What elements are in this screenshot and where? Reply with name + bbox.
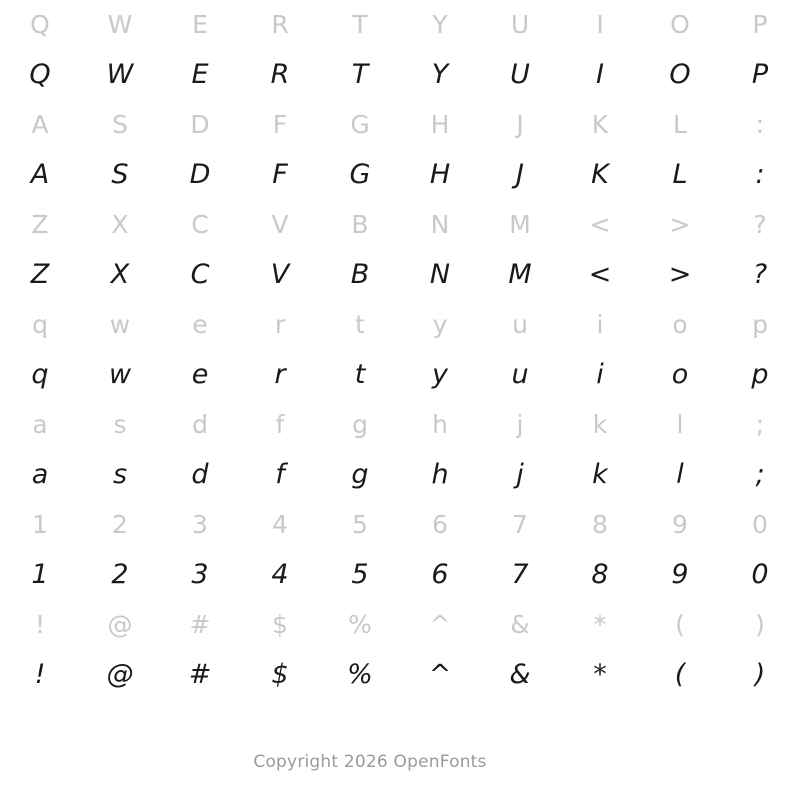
glyph-cell: W <box>106 59 134 90</box>
glyph-cell: 6 <box>431 559 449 590</box>
glyph-cell: J <box>516 159 524 190</box>
glyph-cell: : <box>755 159 765 190</box>
glyph-cell: G <box>349 159 371 190</box>
glyph-cell: u <box>511 359 529 390</box>
glyph-cell: M <box>508 259 532 290</box>
glyph-row <box>0 300 800 350</box>
glyph-cell: y <box>432 310 448 339</box>
glyph-cell: U <box>510 10 530 39</box>
glyph-cell: W <box>107 10 133 39</box>
glyph-cell: I <box>596 59 604 90</box>
glyph-cell: N <box>429 259 451 290</box>
glyph-cell: D <box>189 159 211 190</box>
glyph-cell: o <box>672 310 688 339</box>
glyph-cell: g <box>351 459 369 490</box>
glyph-cell: B <box>350 259 370 290</box>
glyph-cell: A <box>30 159 50 190</box>
glyph-cell: L <box>672 159 688 190</box>
glyph-cell: l <box>676 459 684 490</box>
glyph-cell: ! <box>34 610 46 639</box>
glyph-cell: u <box>512 310 528 339</box>
glyph-cell: o <box>671 359 689 390</box>
glyph-cell: 1 <box>32 510 48 539</box>
glyph-cell: @ <box>106 659 134 690</box>
glyph-cell: % <box>348 610 372 639</box>
glyph-cell: f <box>275 459 285 490</box>
glyph-cell: 6 <box>432 510 448 539</box>
glyph-cell: C <box>190 259 210 290</box>
glyph-cell: 7 <box>512 510 528 539</box>
glyph-row <box>0 50 800 100</box>
glyph-cell: $ <box>271 659 289 690</box>
glyph-cell: ( <box>674 659 686 690</box>
glyph-cell: s <box>113 410 127 439</box>
glyph-cell: * <box>593 610 607 639</box>
glyph-cell: K <box>591 110 609 139</box>
glyph-cell: * <box>593 659 607 690</box>
glyph-cell: r <box>274 310 286 339</box>
glyph-cell: J <box>516 110 524 139</box>
glyph-cell: e <box>191 359 209 390</box>
glyph-cell: P <box>751 59 769 90</box>
glyph-cell: i <box>596 359 604 390</box>
glyph-cell: d <box>192 410 208 439</box>
glyph-cell: j <box>516 410 524 439</box>
glyph-cell: w <box>108 359 132 390</box>
glyph-cell: D <box>190 110 210 139</box>
glyph-cell: S <box>111 159 129 190</box>
glyph-row <box>0 650 800 700</box>
glyph-cell: h <box>431 459 449 490</box>
glyph-cell: C <box>191 210 209 239</box>
glyph-row <box>0 0 800 50</box>
glyph-cell: j <box>516 459 524 490</box>
glyph-cell: X <box>110 259 130 290</box>
glyph-row <box>0 600 800 650</box>
glyph-cell: > <box>669 210 691 239</box>
glyph-cell: < <box>589 210 611 239</box>
glyph-cell: # <box>188 659 212 690</box>
glyph-cell: 5 <box>352 510 368 539</box>
glyph-cell: d <box>191 459 209 490</box>
glyph-row <box>0 200 800 250</box>
glyph-cell: O <box>669 59 691 90</box>
glyph-cell: V <box>270 259 290 290</box>
glyph-cell: 4 <box>271 559 289 590</box>
glyph-cell: : <box>755 110 765 139</box>
glyph-cell: @ <box>107 610 133 639</box>
glyph-row <box>0 400 800 450</box>
glyph-cell: P <box>752 10 768 39</box>
glyph-cell: 7 <box>511 559 529 590</box>
glyph-cell: S <box>112 110 128 139</box>
glyph-cell: Q <box>29 59 51 90</box>
glyph-cell: l <box>676 410 684 439</box>
glyph-cell: t <box>354 359 366 390</box>
glyph-cell: q <box>31 359 49 390</box>
glyph-cell: ; <box>755 459 765 490</box>
glyph-cell: ^ <box>429 610 451 639</box>
glyph-cell: q <box>32 310 48 339</box>
glyph-cell: f <box>275 410 285 439</box>
glyph-cell: w <box>109 310 131 339</box>
glyph-cell: ! <box>34 659 46 690</box>
glyph-cell: 2 <box>112 510 128 539</box>
glyph-cell: 4 <box>272 510 288 539</box>
copyright-text: Copyright 2026 OpenFonts <box>253 752 487 772</box>
glyph-cell: e <box>192 310 208 339</box>
glyph-cell: i <box>596 310 604 339</box>
glyph-cell: # <box>189 610 211 639</box>
glyph-cell: s <box>112 459 128 490</box>
glyph-row <box>0 550 800 600</box>
glyph-cell: M <box>509 210 531 239</box>
glyph-row <box>0 150 800 200</box>
glyph-cell: U <box>510 59 530 90</box>
glyph-row <box>0 450 800 500</box>
glyph-cell: > <box>668 259 692 290</box>
glyph-cell: I <box>596 10 604 39</box>
glyph-cell: & <box>509 659 531 690</box>
glyph-cell: ? <box>752 259 768 290</box>
glyph-cell: F <box>272 110 288 139</box>
glyph-cell: L <box>673 110 687 139</box>
glyph-row <box>0 100 800 150</box>
glyph-cell: T <box>351 59 369 90</box>
glyph-cell: ) <box>754 659 766 690</box>
glyph-cell: Y <box>432 10 448 39</box>
glyph-cell: 8 <box>592 510 608 539</box>
glyph-cell: O <box>670 10 690 39</box>
glyph-cell: & <box>510 610 530 639</box>
glyph-cell: Z <box>31 210 49 239</box>
glyph-cell: K <box>591 159 609 190</box>
glyph-cell: r <box>274 359 286 390</box>
glyph-cell: a <box>31 459 49 490</box>
glyph-cell: 1 <box>31 559 49 590</box>
glyph-row <box>0 500 800 550</box>
glyph-cell: X <box>111 210 129 239</box>
glyph-cell: t <box>355 310 365 339</box>
glyph-cell: a <box>32 410 48 439</box>
glyph-cell: p <box>751 359 769 390</box>
glyph-cell: H <box>429 159 451 190</box>
glyph-cell: 9 <box>671 559 689 590</box>
glyph-row <box>0 350 800 400</box>
glyph-cell: B <box>351 210 369 239</box>
glyph-cell: g <box>352 410 368 439</box>
glyph-cell: E <box>192 10 208 39</box>
glyph-cell: ^ <box>428 659 452 690</box>
glyph-cell: ? <box>753 210 767 239</box>
glyph-cell: 3 <box>191 559 209 590</box>
glyph-cell: ) <box>755 610 765 639</box>
glyph-row <box>0 250 800 300</box>
glyph-cell: 5 <box>351 559 369 590</box>
glyph-cell: Z <box>30 259 50 290</box>
glyph-cell: h <box>432 410 448 439</box>
glyph-cell: y <box>432 359 448 390</box>
glyph-cell: p <box>752 310 768 339</box>
copyright-footer <box>0 752 800 772</box>
glyph-cell: k <box>592 410 608 439</box>
glyph-cell: 0 <box>752 510 768 539</box>
glyph-cell: G <box>350 110 370 139</box>
glyph-cell: E <box>191 59 209 90</box>
glyph-cell: F <box>272 159 288 190</box>
glyph-cell: 9 <box>672 510 688 539</box>
glyph-cell: A <box>31 110 49 139</box>
glyph-cell: % <box>347 659 373 690</box>
glyph-cell: 0 <box>751 559 769 590</box>
glyph-cell: 2 <box>111 559 129 590</box>
glyph-cell: Y <box>431 59 449 90</box>
glyph-cell: ( <box>675 610 685 639</box>
glyph-cell: < <box>588 259 612 290</box>
glyph-cell: H <box>430 110 450 139</box>
glyph-cell: k <box>592 459 608 490</box>
glyph-cell: Q <box>30 10 50 39</box>
glyph-cell: 8 <box>591 559 609 590</box>
glyph-cell: $ <box>272 610 288 639</box>
glyph-cell: V <box>271 210 289 239</box>
glyph-cell: 3 <box>192 510 208 539</box>
glyph-cell: ; <box>755 410 765 439</box>
glyph-cell: R <box>271 10 289 39</box>
glyph-cell: T <box>352 10 368 39</box>
glyph-cell: N <box>430 210 450 239</box>
glyph-cell: R <box>270 59 290 90</box>
